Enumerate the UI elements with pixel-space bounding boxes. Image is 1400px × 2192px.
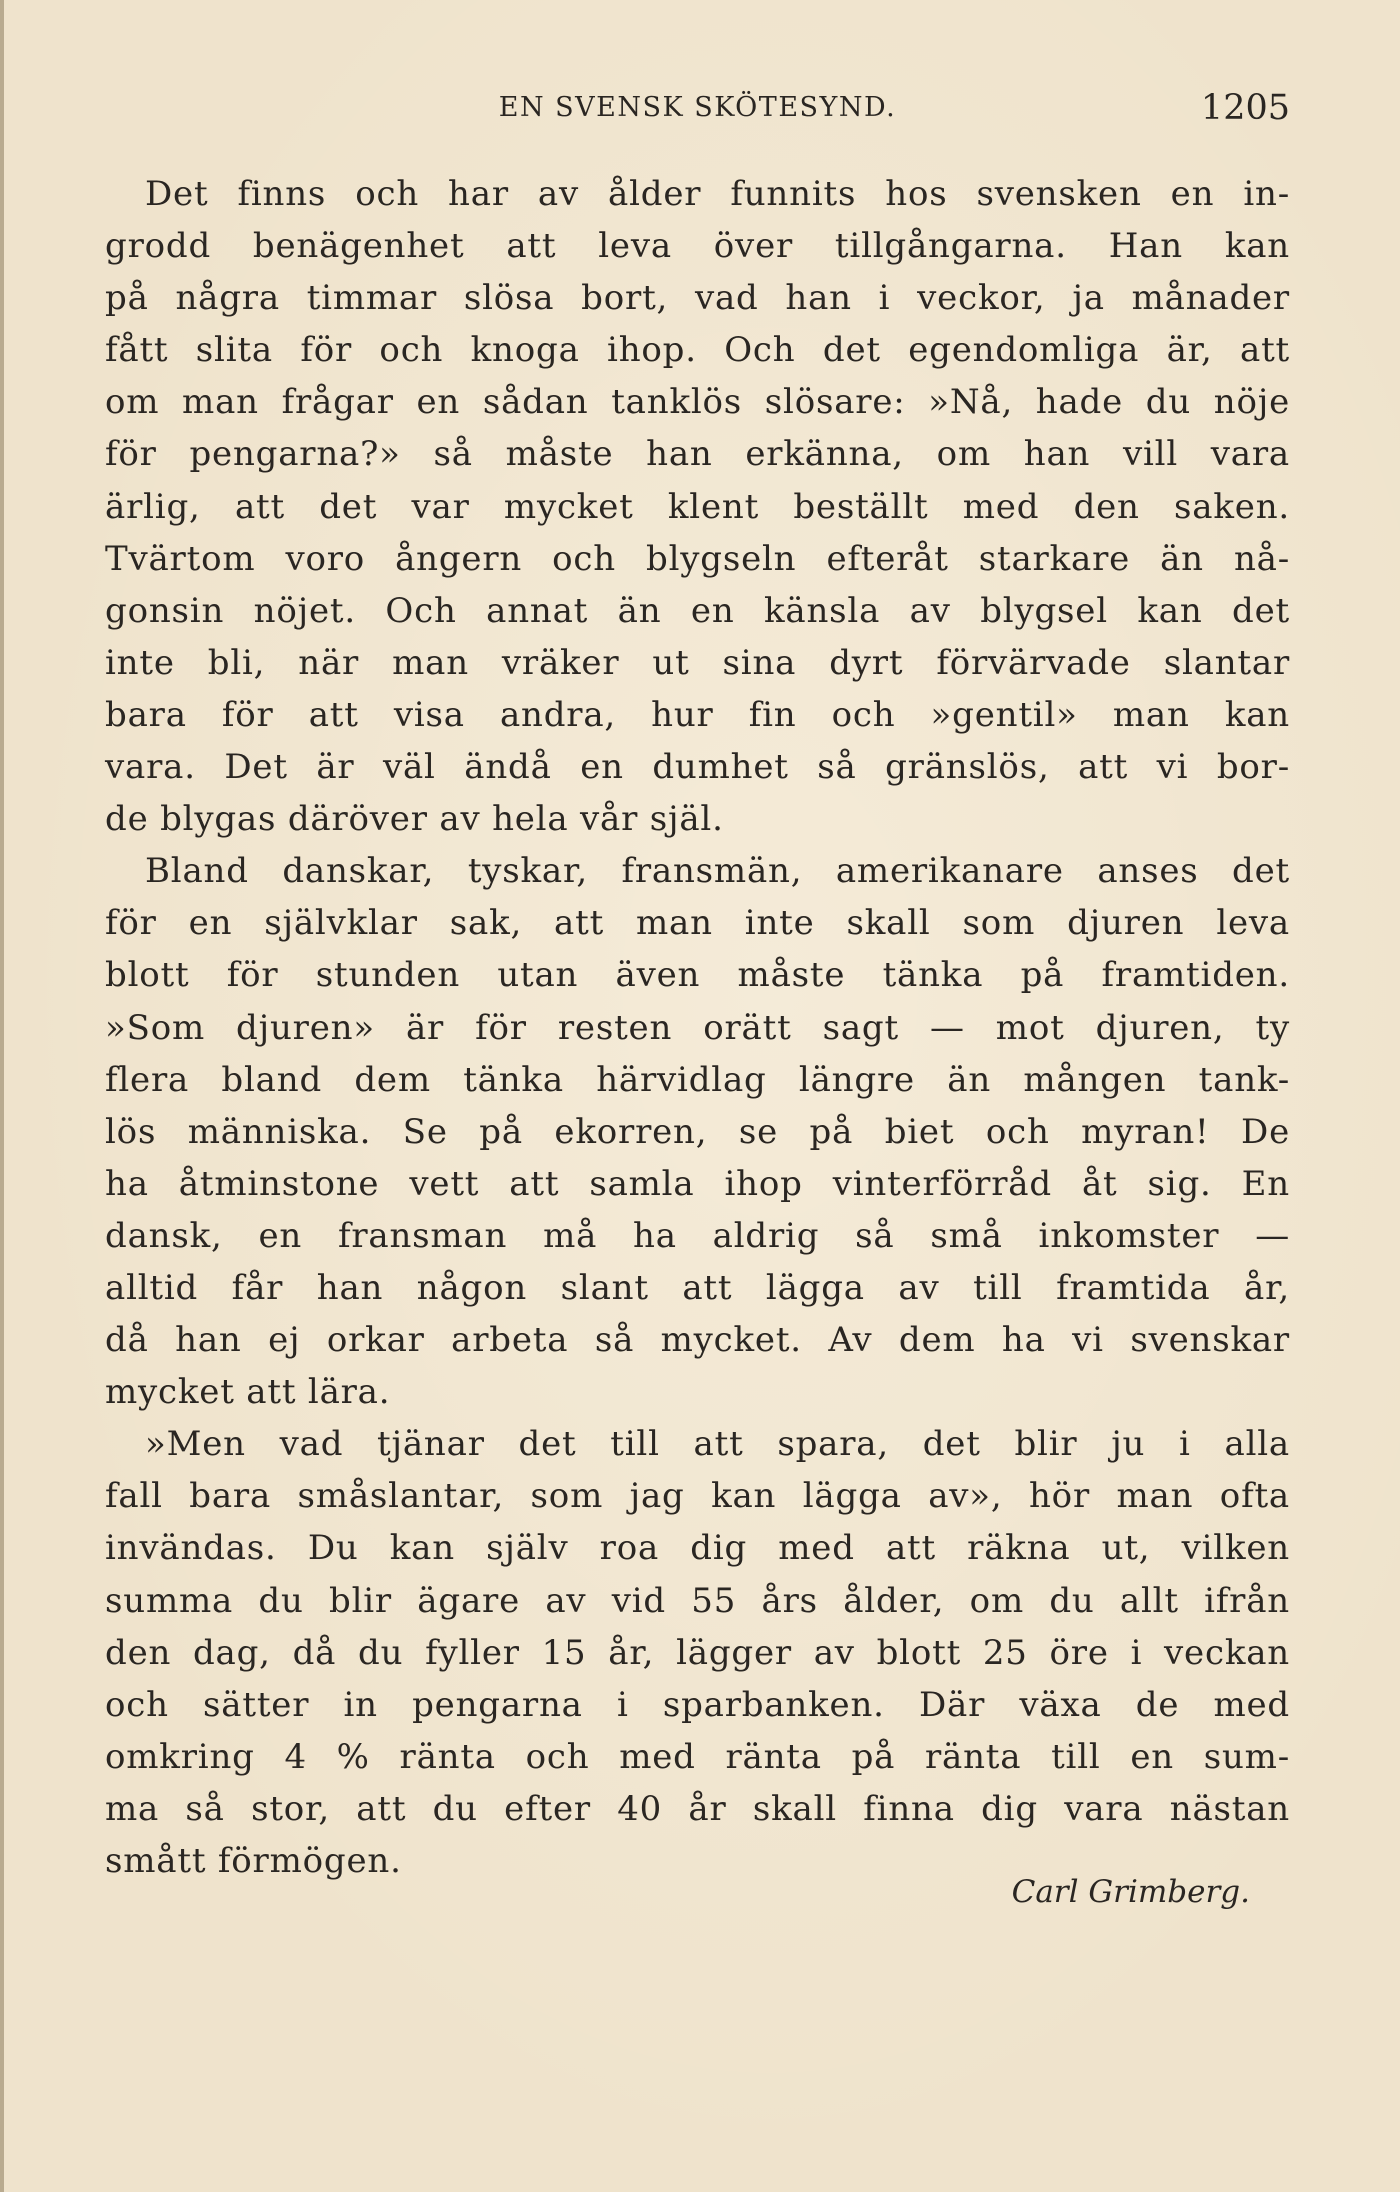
author-signature: Carl Grimberg.	[1011, 1874, 1250, 1910]
text-line: Bland danskar, tyskar, fransmän, amerikanare anses det	[145, 851, 1290, 892]
text-line: »Men vad tjänar det till att spara, det blir ju i alla	[145, 1424, 1290, 1465]
text-line: Det finns och har av ålder funnits hos svensken en in-	[145, 174, 1290, 214]
text-line: invändas. Du kan själv roa dig med att räkna ut, vilken	[105, 1528, 1290, 1569]
running-title: EN SVENSK SKÖTESYND.	[498, 92, 897, 123]
text-line: »Som djuren» är för resten orätt sagt — mot djuren, ty	[105, 1007, 1290, 1048]
text-line: de blygas däröver av hela vår själ.	[105, 799, 724, 840]
text-line: flera bland dem tänka härvidlag längre än mången tank-	[105, 1059, 1290, 1100]
text-line: mycket att lära.	[105, 1372, 391, 1413]
text-line: smått förmögen.	[105, 1841, 402, 1881]
text-line: fått slita för och knoga ihop. Och det egendomliga är, att	[105, 330, 1290, 371]
text-line: då han ej orkar arbeta så mycket. Av dem ha vi svenskar	[105, 1320, 1290, 1361]
text-line: bara för att visa andra, hur fin och »gentil» man kan	[105, 694, 1290, 735]
text-line: för pengarna?» så måste han erkänna, om han vill vara	[105, 434, 1290, 475]
page-number: 1205	[1200, 88, 1290, 128]
text-line: grodd benägenhet att leva över tillgångarna. Han kan	[105, 226, 1290, 267]
text-line: omkring 4 % ränta och med ränta på ränta till en sum-	[105, 1736, 1290, 1777]
text-line: summa du blir ägare av vid 55 års ålder, om du allt ifrån	[105, 1580, 1290, 1621]
text-line: alltid får han någon slant att lägga av till framtida år,	[105, 1267, 1290, 1308]
text-line: om man frågar en sådan tanklös slösare: »Nå, hade du nöje	[105, 382, 1290, 423]
text-line: ha åtminstone vett att samla ihop vinterförråd åt sig. En	[105, 1163, 1290, 1204]
text-line: lös människa. Se på ekorren, se på biet och myran! De	[105, 1111, 1290, 1152]
text-line: ärlig, att det var mycket klent beställt med den saken.	[105, 486, 1290, 527]
text-line: inte bli, när man vräker ut sina dyrt förvärvade slantar	[105, 642, 1290, 683]
text-line: för en självklar sak, att man inte skall som djuren leva	[105, 903, 1290, 944]
text-line: vara. Det är väl ändå en dumhet så gränslös, att vi bor-	[105, 747, 1290, 788]
text-line: den dag, då du fyller 15 år, lägger av blott 25 öre i veckan	[105, 1632, 1290, 1673]
text-line: fall bara småslantar, som jag kan lägga av», hör man ofta	[105, 1476, 1290, 1517]
text-line: gonsin nöjet. Och annat än en känsla av blygsel kan det	[105, 590, 1290, 631]
text-line: dansk, en fransman må ha aldrig så små inkomster —	[105, 1215, 1290, 1256]
page-header	[105, 88, 1290, 128]
text-line: blott för stunden utan även måste tänka på framtiden.	[105, 955, 1290, 996]
text-line: på några timmar slösa bort, vad han i veckor, ja månader	[105, 278, 1290, 319]
text-line: och sätter in pengarna i sparbanken. Där växa de med	[105, 1684, 1290, 1725]
page-edge	[0, 0, 4, 2192]
article-body	[105, 168, 1290, 1887]
text-line: ma så stor, att du efter 40 år skall finna dig vara nästan	[105, 1788, 1290, 1829]
text-line: Tvärtom voro ångern och blygseln efteråt starkare än nå-	[105, 538, 1290, 579]
